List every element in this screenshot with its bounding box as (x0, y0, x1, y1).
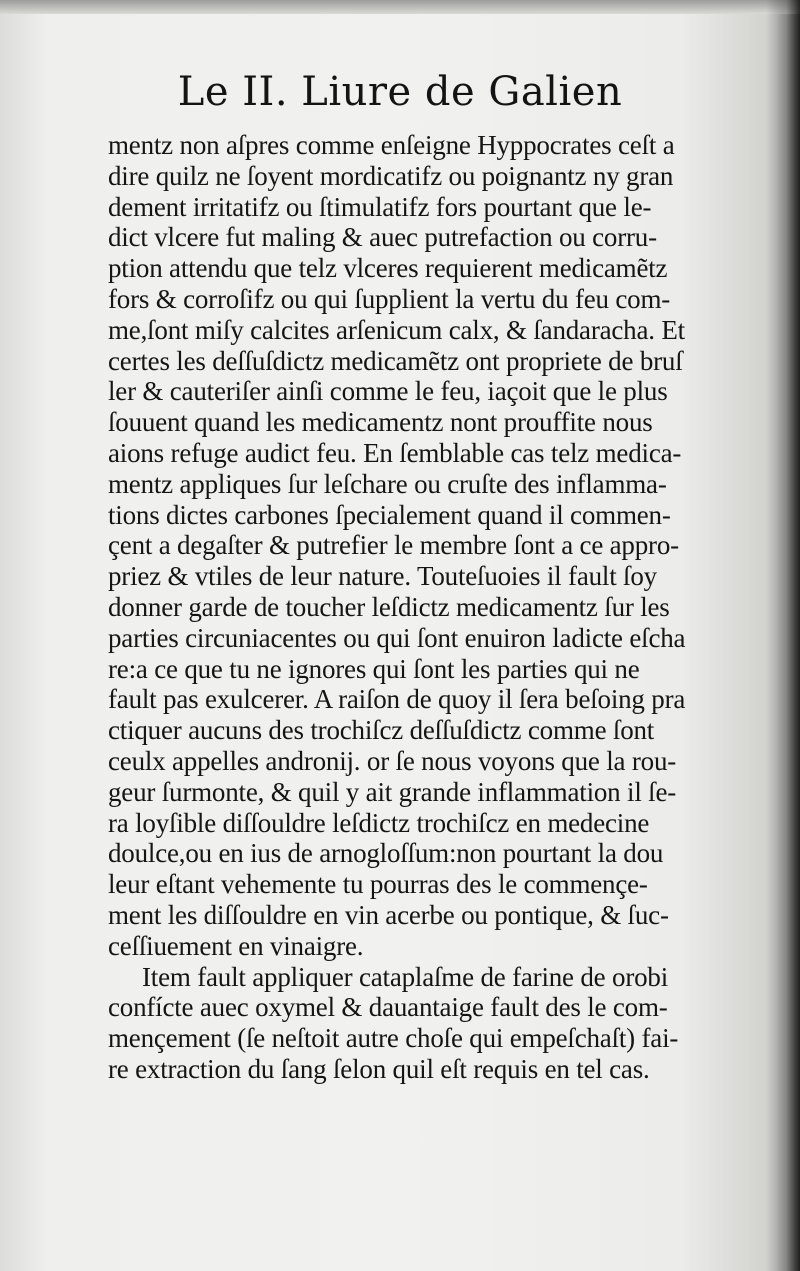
text-line: ment les diſſouldre en vin acerbe ou pontique, & ſuc- (108, 899, 669, 930)
text-line: mentz non aſpres comme enſeigne Hyppocrates ceſt a (108, 130, 675, 160)
running-header: Le II. Liure de Galien (177, 69, 623, 115)
text-line: dement irritatifz ou ſtimulatifz fors pourtant que le- (108, 191, 652, 222)
text-line: Item fault appliquer cataplaſme de farine de orobi (142, 961, 669, 992)
page-gutter-shadow (766, 0, 800, 1271)
text-line: fors & corroſifz ou qui ſupplient la vertu du feu com- (108, 283, 671, 314)
text-line: dict vlcere fut maling & auec putrefaction ou corru- (108, 222, 657, 253)
main-text-block (108, 130, 768, 1085)
text-line: geur ſurmonte, & quil y ait grande inflammation il ſe- (108, 776, 677, 807)
text-line: ceſſiuement en vinaigre. (108, 930, 364, 961)
text-line: leur eſtant vehemente tu pourras des le commençe- (108, 869, 648, 900)
text-line: tions dictes carbones ſpecialement quand il commen- (108, 499, 671, 530)
text-line: ra loyſible diſſouldre leſdictz trochiſcz en medecine (108, 807, 650, 838)
text-line: doulce,ou en ius de arnogloſſum:non pourtant la dou (108, 838, 664, 869)
text-line: ctiquer aucuns des trochiſcz deſſuſdictz comme ſont (108, 715, 655, 746)
paragraph (108, 130, 768, 962)
text-line: dire quilz ne ſoyent mordicatifz ou poignantz ny gran (108, 160, 674, 191)
text-line: ſouuent quand les medicamentz nont prouffite nous (108, 407, 653, 438)
text-line: ption attendu que telz vlceres requierent medicamẽtz (108, 253, 668, 284)
text-line: aions refuge audict feu. En ſemblable cas telz medica- (108, 437, 682, 468)
text-line: çent a degaſter & putrefier le membre ſont a ce appro- (108, 530, 679, 561)
text-line: fault pas exulcerer. A raiſon de quoy il ſera beſoing pra (108, 684, 686, 715)
text-line: donner garde de toucher leſdictz medicamentz ſur les (108, 591, 670, 622)
text-line: re:a ce que tu ne ignores qui ſont les parties qui ne (108, 653, 640, 684)
text-line: confícte auec oxymel & dauantaige fault des le com- (108, 992, 668, 1023)
text-line: ceulx appelles andronij. or ſe nous voyons que la rou- (108, 745, 677, 776)
text-line: priez & vtiles de leur nature. Touteſuoies il fault ſoy (108, 561, 657, 592)
page-top-shadow (0, 0, 800, 14)
text-line: re extraction du ſang ſelon quil eſt requis en tel cas. (108, 1053, 650, 1084)
text-line: mentz appliques ſur leſchare ou cruſte des inflamma- (108, 468, 667, 499)
paragraph (108, 962, 768, 1085)
text-line: mençement (ſe neſtoit autre choſe qui empeſchaſt) fai- (108, 1023, 679, 1054)
text-line: ler & cauteriſer ainſi comme le feu, iaçoit que le plus (108, 376, 668, 407)
text-line: parties circuniacentes ou qui ſont enuiron ladicte eſcha (108, 622, 686, 653)
text-line: certes les deſſuſdictz medicamẽtz ont propriete de bruſ (108, 345, 683, 376)
text-line: me,ſont miſy calcites arſenicum calx, & ſandaracha. Et (108, 314, 685, 345)
